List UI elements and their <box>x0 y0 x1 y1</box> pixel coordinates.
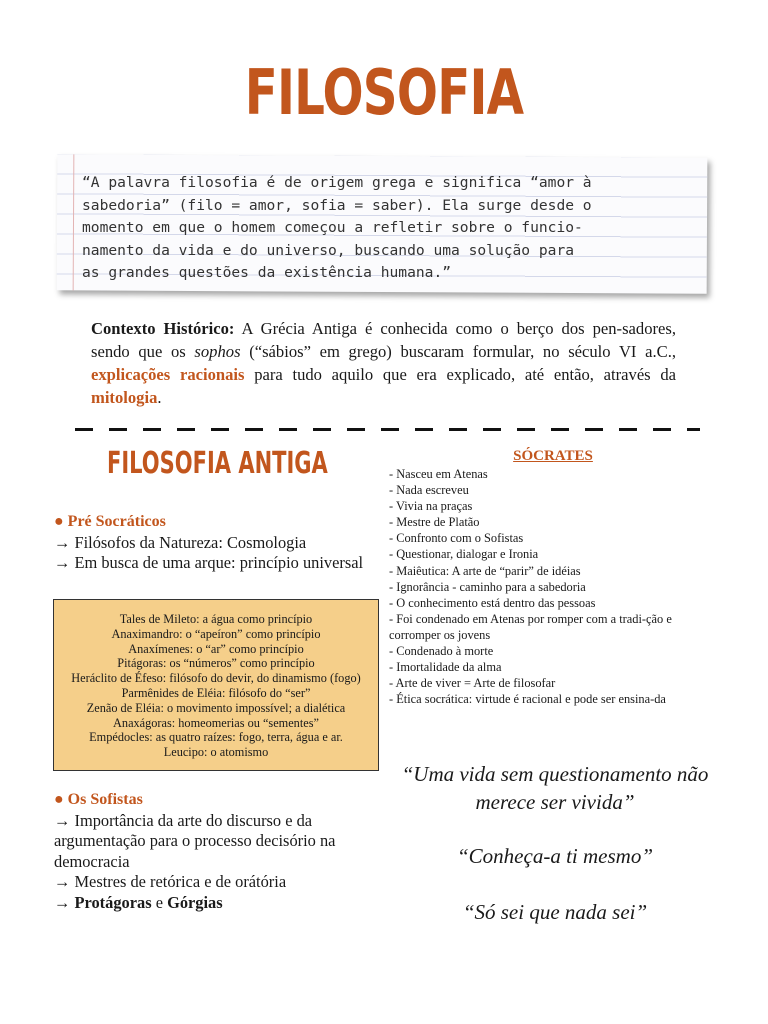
context-text-4: . <box>157 388 162 407</box>
socrates-item: - Foi condenado em Atenas por romper com a tradi-ção e corromper os jovens <box>389 611 672 642</box>
socrates-item: - Condenado à morte <box>389 644 494 659</box>
socrates-item: - Questionar, dialogar e Ironia <box>389 547 539 562</box>
pre-socraticos-heading: ● Pré Socráticos <box>54 513 166 530</box>
pre-socraticos-section <box>54 512 374 574</box>
socrates-item: - Nasceu em Atenas <box>389 467 488 481</box>
sofistas-line-3 <box>54 893 384 914</box>
philosopher-item: Parmênides de Eléia: filósofo do “ser” <box>121 685 311 700</box>
philosopher-item: Anaxágoras: homeomerias ou “sementes” <box>113 715 319 730</box>
sofistas-section <box>54 790 384 913</box>
quote-unexamined-life: “Uma vida sem questionamento não merece ser vivida” <box>401 762 709 814</box>
philosopher-item: Anaximandro: o “apeíron” como princípio <box>111 626 321 641</box>
context-text-1: A Grécia Antiga é conhecida como o berço dos pen-sadores, sendo que os <box>91 319 676 361</box>
socrates-item: - Vivia na praças <box>389 499 473 514</box>
socrates-title: SÓCRATES <box>513 448 593 464</box>
dashed-divider <box>75 428 700 431</box>
context-highlight-rational: explicações racionais <box>91 365 245 384</box>
pre-socraticos-line-1: → Filósofos da Natureza: Cosmologia <box>54 532 307 552</box>
socrates-item: - Mestre de Platão <box>389 515 480 530</box>
philosopher-item: Zenão de Eléia: o movimento impossível; a dialética <box>86 700 346 715</box>
socrates-item: - Nada escreveu <box>389 483 469 498</box>
intro-quote: “A palavra filosofia é de origem grega e significa “amor à sabedoria” (filo = amor, sofia = saber). Ela surge desde o momento em que o homem começou a refletir sobre o funcio- namento da vida e do universo, buscando uma solução para as grandes questões da existência humana.” <box>82 174 592 281</box>
gorgias: Górgias <box>167 892 223 912</box>
pre-socraticos-line-2: → Em busca de uma arque: princípio universal <box>54 553 364 572</box>
sofistas-conjunction: e <box>151 892 168 912</box>
sofistas-heading: ● Os Sofistas <box>54 791 143 808</box>
philosopher-item: Leucipo: o atomismo <box>163 745 269 760</box>
socrates-item: - Ética socrática: virtude é racional e pode ser ensina-da <box>389 692 666 707</box>
socrates-item: - O conhecimento está dentro das pessoas <box>389 595 596 610</box>
socrates-item: - Confronto com o Sofistas <box>389 531 524 546</box>
philosopher-item: Heráclito de Éfeso: filósofo do devir, do dinamismo (fogo) <box>71 671 361 686</box>
context-text-2: (“sábios” em grego) buscaram formular, no século VI a.C., <box>240 342 676 361</box>
historical-context <box>91 317 676 409</box>
sofistas-line-1: → Importância da arte do discurso e da argumentação para o processo decisório na democracia <box>54 810 336 871</box>
socrates-item: - Imortalidade da alma <box>389 660 502 675</box>
socrates-item: - Ignorância - caminho para a sabedoria <box>389 579 586 594</box>
socrates-list <box>389 466 709 707</box>
context-sophos: sophos <box>194 342 241 361</box>
context-label: Contexto Histórico: <box>91 319 235 338</box>
philosopher-item: Pitágoras: os “números” como princípio <box>117 656 315 671</box>
socrates-item: - Maiêutica: A arte de “parir” de idéias <box>389 563 581 578</box>
protagoras: Protágoras <box>74 892 152 912</box>
sofistas-line-2: → Mestres de retórica e de orátória <box>54 872 287 891</box>
context-highlight-mythology: mitologia <box>91 388 158 407</box>
page-title: FILOSOFIA <box>244 56 524 129</box>
context-text-3: para tudo aquilo que era explicado, até então, através da <box>244 365 677 384</box>
quote-know-thyself: “Conheça-a ti mesmo” <box>457 844 653 868</box>
philosopher-item: Tales de Mileto: a água como princípio <box>119 612 313 626</box>
paper-margin-line <box>73 154 75 290</box>
quote-know-nothing: “Só sei que nada sei” <box>462 900 648 924</box>
section-title: FILOSOFIA ANTIGA <box>107 446 328 481</box>
philosopher-item: Anaxímenes: o “ar” como princípio <box>128 641 304 656</box>
philosophers-list <box>53 612 379 760</box>
philosopher-item: Empédocles: as quatro raízes: fogo, terra, água e ar. <box>89 730 343 745</box>
sofistas-arrow: → <box>54 892 75 912</box>
socrates-item: - Arte de viver = Arte de filosofar <box>389 676 556 691</box>
